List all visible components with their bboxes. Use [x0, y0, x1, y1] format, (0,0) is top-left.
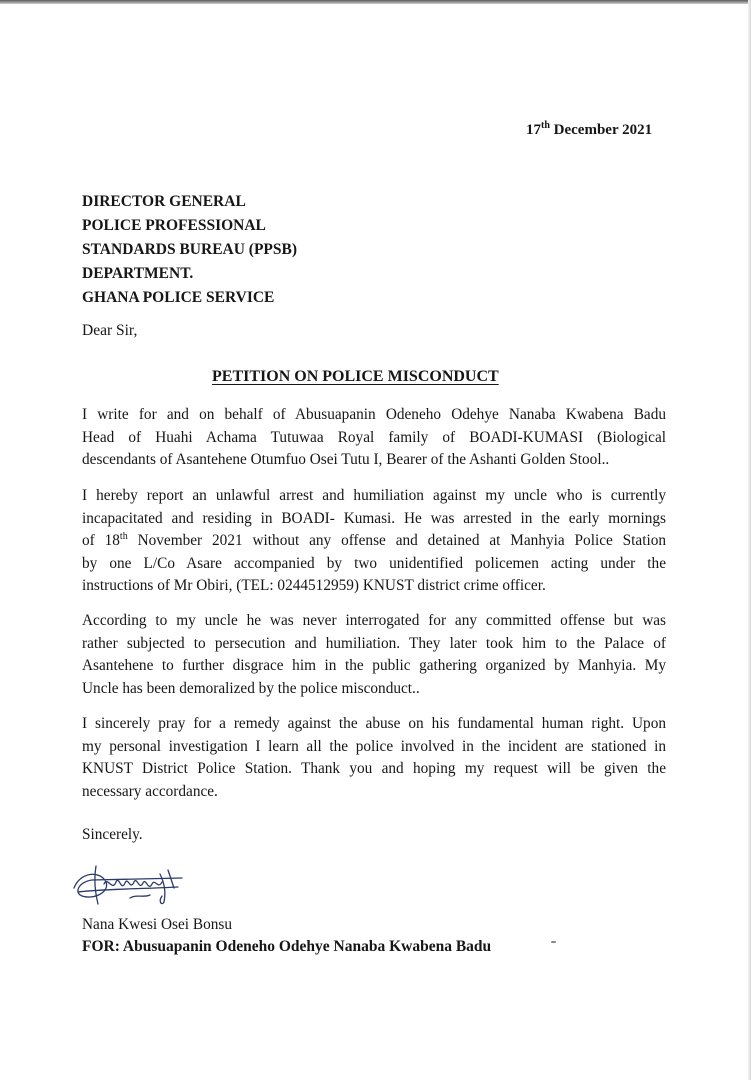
addressee-line: DIRECTOR GENERAL	[82, 193, 246, 210]
addressee-line: DEPARTMENT.	[82, 265, 194, 282]
date-suffix: th	[541, 120, 550, 131]
paragraph-3	[82, 610, 666, 700]
handwritten-signature	[70, 858, 188, 908]
paragraph-line: by one L/Co Asare accompanied by two unidentified policemen acting under the	[82, 554, 666, 572]
paragraph-line-part: November 2021 without any offense and detained at Manhyia Police Station	[127, 532, 666, 549]
paragraph-line: my personal investigation I learn all the police involved in the incident are stationed in	[82, 737, 666, 755]
paragraph-line: incapacitated and residing in BOADI- Kumasi. He was arrested in the early mornings	[82, 509, 666, 527]
paragraph-line: necessary accordance.	[82, 782, 218, 800]
date-rest: December 2021	[549, 122, 653, 138]
addressee-line: POLICE PROFESSIONAL	[82, 217, 266, 234]
salutation: Dear Sir,	[82, 322, 138, 339]
paragraph-2	[82, 485, 666, 598]
paragraph-line: rather subjected to persecution and humiliation. They later took him to the Palace of	[82, 634, 666, 652]
paragraph-line: According to my uncle he was never interrogated for any committed offense but was	[82, 612, 666, 629]
paragraph-line-part: of 18	[82, 532, 120, 549]
paragraph-1	[82, 404, 666, 472]
paragraph-4	[82, 713, 666, 803]
paragraph-line: Uncle has been demoralized by the police misconduct..	[82, 679, 420, 697]
paragraph-line: I hereby report an unlawful arrest and humiliation against my uncle who is currently	[82, 487, 666, 504]
addressee-block	[82, 190, 297, 310]
paragraph-line	[82, 530, 666, 553]
paragraph-line: I sincerely pray for a remedy against the abuse on his fundamental human right. Upon	[82, 715, 666, 732]
subject-heading: PETITION ON POLICE MISCONDUCT	[212, 368, 499, 385]
paragraph-line: I write for and on behalf of Abusuapanin Odeneho Odehye Nanaba Kwabena Badu	[82, 406, 666, 423]
scan-edge-top	[0, 0, 751, 4]
signer-name: Nana Kwesi Osei Bonsu	[82, 916, 232, 933]
ordinal-suffix: th	[119, 531, 128, 542]
date-day: 17	[526, 122, 541, 138]
scan-speck	[551, 941, 556, 943]
paragraph-line: instructions of Mr Obiri, (TEL: 0244512959) KNUST district crime officer.	[82, 577, 546, 594]
letter-date	[526, 122, 652, 139]
paragraph-line: KNUST District Police Station. Thank you and hoping my request will be given the	[82, 760, 666, 777]
closing: Sincerely.	[82, 826, 143, 843]
signer-on-behalf: FOR: Abusuapanin Odeneho Odehye Nanaba Kwabena Badu	[82, 938, 492, 955]
paragraph-line: Asantehene to further disgrace him in the public gathering organized by Manhyia. My	[82, 657, 666, 674]
paragraph-line: Head of Huahi Achama Tutuwaa Royal family of BOADI-KUMASI (Biological	[82, 428, 666, 446]
paragraph-line: descendants of Asantehene Otumfuo Osei Tutu I, Bearer of the Ashanti Golden Stool..	[82, 451, 610, 468]
addressee-line: GHANA POLICE SERVICE	[82, 289, 275, 306]
addressee-line: STANDARDS BUREAU (PPSB)	[82, 241, 298, 258]
